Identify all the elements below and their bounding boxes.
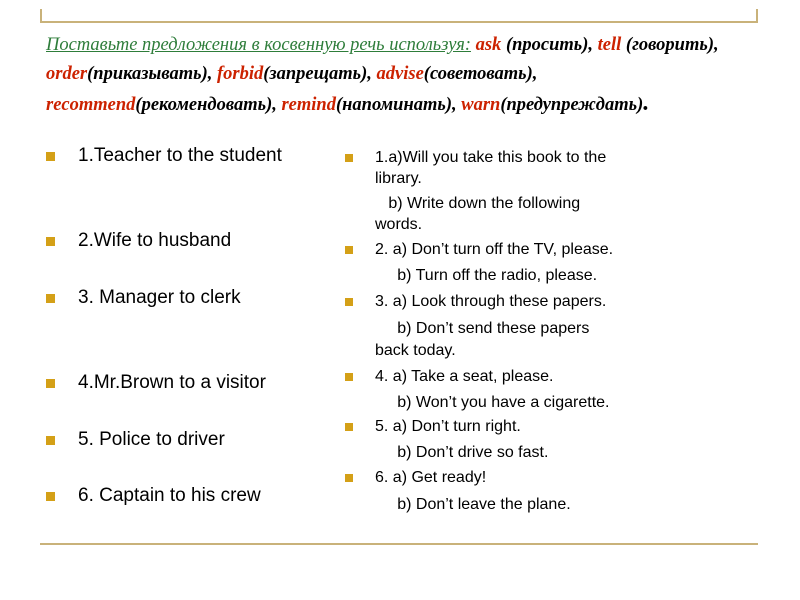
gloss-warn: (предупреждать) — [500, 95, 644, 115]
bullet — [46, 152, 55, 161]
slide-title — [46, 31, 761, 120]
bullet — [46, 379, 55, 388]
bullet — [345, 423, 353, 431]
right-line-11: b) Won’t you have a cigarette. — [375, 394, 610, 411]
bullet — [46, 436, 55, 445]
bullet — [345, 373, 353, 381]
title-intro: Поставьте предложения в косвенную речь используя: — [46, 35, 471, 55]
right-line-8: b) Don’t send these papers — [375, 320, 590, 337]
right-line-2: library. — [375, 170, 422, 187]
top-rule-left-cap — [40, 9, 42, 22]
gloss-tell: (говорить), — [621, 35, 719, 55]
right-line-14: 6. a) Get ready! — [375, 469, 487, 486]
gloss-advise: (советовать), — [423, 64, 538, 84]
left-item-3: 3. Manager to clerk — [78, 287, 241, 308]
left-item-6: 6. Captain to his crew — [78, 485, 261, 506]
right-line-15: b) Don’t leave the plane. — [375, 496, 571, 513]
right-line-13: b) Don’t drive so fast. — [375, 444, 549, 461]
title-end: . — [643, 90, 650, 116]
bullet — [46, 294, 55, 303]
bullet — [345, 298, 353, 306]
gloss-recommend: (рекомендовать), — [135, 95, 277, 115]
gloss-forbid: (запрещать), — [263, 64, 372, 84]
right-line-1: 1.a)Will you take this book to the — [375, 149, 607, 166]
bullet — [46, 237, 55, 246]
left-item-1: 1.Teacher to the student — [78, 145, 282, 166]
bullet — [46, 492, 55, 501]
right-line-9: back today. — [375, 342, 456, 359]
bullet — [345, 154, 353, 162]
right-line-3: b) Write down the following — [375, 195, 581, 212]
gloss-remind: (напоминать), — [335, 95, 457, 115]
verb-advise: advise — [376, 64, 424, 84]
verb-recommend: recommend — [46, 95, 136, 115]
right-line-6: b) Turn off the radio, please. — [375, 267, 598, 284]
left-item-2: 2.Wife to husband — [78, 230, 232, 251]
top-rule-right-cap — [756, 9, 758, 22]
bullet — [345, 246, 353, 254]
right-line-10: 4. a) Take a seat, please. — [375, 368, 554, 385]
right-line-5: 2. a) Don’t turn off the TV, please. — [375, 241, 614, 258]
bottom-rule — [40, 543, 758, 545]
gloss-ask: (просить), — [501, 35, 594, 55]
right-line-4: words. — [375, 216, 423, 233]
right-line-7: 3. a) Look through these papers. — [375, 293, 607, 310]
verb-forbid: forbid — [216, 64, 264, 84]
gloss-order: (приказывать), — [87, 64, 213, 84]
verb-ask: ask — [475, 35, 502, 55]
top-rule — [40, 21, 758, 23]
verb-remind: remind — [281, 95, 336, 115]
verb-order: order — [46, 64, 88, 84]
left-item-5: 5. Police to driver — [78, 429, 225, 450]
verb-tell: tell — [597, 35, 622, 55]
bullet — [345, 474, 353, 482]
right-line-12: 5. a) Don’t turn right. — [375, 418, 521, 435]
left-item-4: 4.Mr.Brown to a visitor — [78, 372, 266, 393]
verb-warn: warn — [461, 95, 501, 115]
